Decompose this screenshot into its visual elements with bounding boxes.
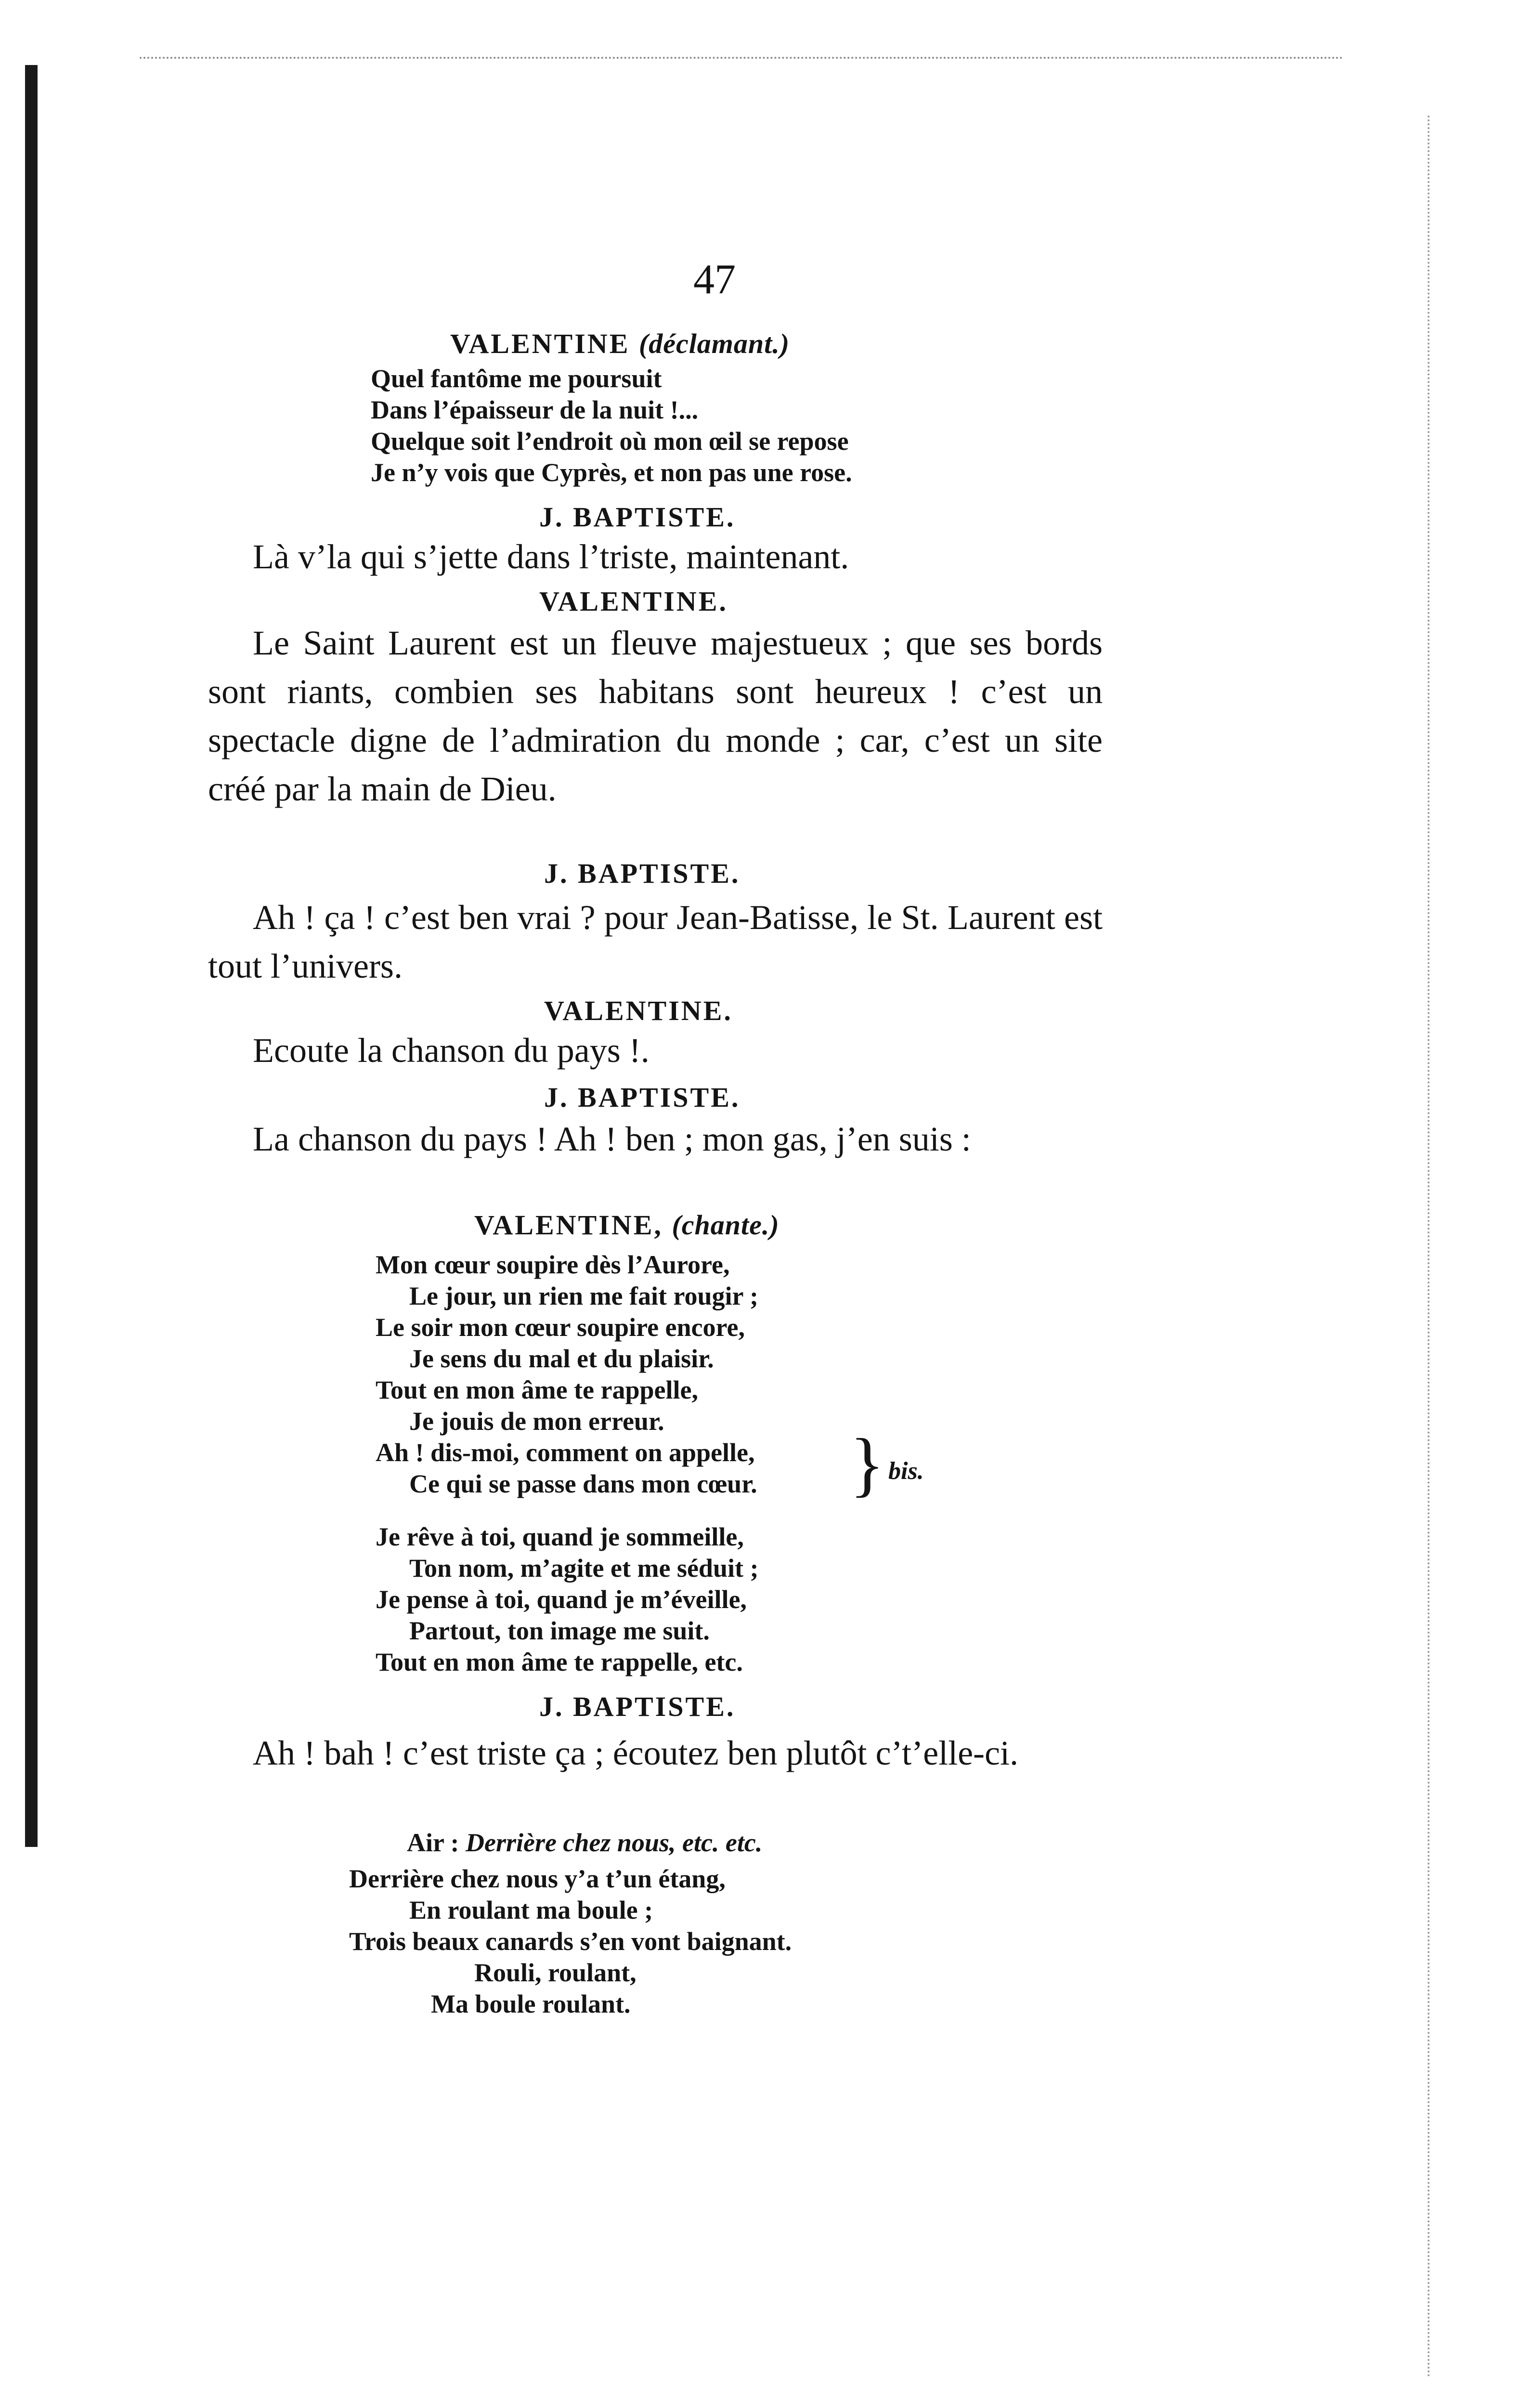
- stage-direction: (déclamant.): [638, 328, 790, 359]
- verse-line: Quelque soit l’endroit où mon œil se repose: [371, 427, 849, 456]
- speaker-heading: J. BAPTISTE.: [539, 501, 736, 533]
- dialogue-paragraph: Ah ! bah ! c’est triste ça ; écoutez ben plutôt c’t’elle-ci.: [253, 1734, 1018, 1772]
- speaker-heading: J. BAPTISTE.: [539, 1691, 736, 1722]
- verse-line: En roulant ma boule ;: [409, 1896, 653, 1924]
- dialogue-paragraph: Le Saint Laurent est un fleuve majestueux ; que ses bords sont riants, combien ses habitans sont heureux ! c’est un spectacle digne de l’admiration du monde ; car, c’est un site créé par la main de Dieu.: [208, 624, 1103, 808]
- speaker-heading: J. BAPTISTE.: [544, 1082, 741, 1113]
- page-edge-bar: [25, 65, 38, 1847]
- verse-line: Rouli, roulant,: [474, 1958, 637, 1987]
- verse-line: Le soir mon cœur soupire encore,: [376, 1313, 745, 1342]
- verse-line: Je n’y vois que Cyprès, et non pas une rose.: [371, 458, 852, 487]
- verse-line: Partout, ton image me suit.: [409, 1616, 710, 1645]
- air-title: Derrière chez nous, etc. etc.: [465, 1828, 763, 1857]
- verse-line: Tout en mon âme te rappelle, etc.: [376, 1648, 743, 1676]
- speaker-heading: VALENTINE.: [544, 995, 733, 1026]
- verse-line: Ton nom, m’agite et me séduit ;: [409, 1554, 759, 1583]
- verse-line: Ce qui se passe dans mon cœur.: [409, 1469, 757, 1498]
- air-label: Air :: [407, 1828, 459, 1857]
- air-heading: [407, 1828, 762, 1858]
- stage-direction: (chante.): [672, 1209, 780, 1241]
- dialogue-line: Ecoute la chanson du pays !.: [253, 1031, 650, 1070]
- verse-line: Ah ! dis-moi, comment on appelle,: [376, 1438, 755, 1467]
- verse-line: Derrière chez nous y’a t’un étang,: [349, 1864, 726, 1893]
- dialogue-paragraph: La chanson du pays ! Ah ! ben ; mon gas, j’en suis :: [253, 1120, 971, 1158]
- page-top-edge: [140, 57, 1343, 59]
- speaker-heading: [450, 327, 790, 360]
- verse-line: Ma boule roulant.: [431, 1989, 631, 2018]
- verse-line: Je pense à toi, quand je m’éveille,: [376, 1585, 747, 1614]
- verse-line: Quel fantôme me poursuit: [371, 364, 662, 393]
- page-right-edge: [1428, 116, 1430, 2379]
- verse-line: Mon cœur soupire dès l’Aurore,: [376, 1250, 730, 1279]
- page-number: 47: [693, 256, 736, 303]
- verse-line: Dans l’épaisseur de la nuit !...: [371, 395, 699, 424]
- speaker-name: VALENTINE: [450, 328, 630, 359]
- speaker-heading: J. BAPTISTE.: [544, 858, 741, 889]
- verse-line: Trois beaux canards s’en vont baignant.: [349, 1927, 792, 1956]
- speaker-name: VALENTINE,: [474, 1209, 663, 1241]
- verse-line: Je sens du mal et du plaisir.: [409, 1344, 714, 1373]
- dialogue-paragraph: Ah ! ça ! c’est ben vrai ? pour Jean-Batisse, le St. Laurent est tout l’univers.: [208, 898, 1103, 985]
- bis-marker: bis.: [888, 1457, 924, 1485]
- verse-line: Tout en mon âme te rappelle,: [376, 1375, 698, 1404]
- verse-line: Je rêve à toi, quand je sommeille,: [376, 1522, 744, 1551]
- dialogue-line: Là v’la qui s’jette dans l’triste, maintenant.: [253, 537, 849, 576]
- speaker-heading: VALENTINE.: [539, 586, 728, 617]
- verse-line: Le jour, un rien me fait rougir ;: [409, 1282, 758, 1310]
- refrain-brace: }: [850, 1424, 884, 1504]
- verse-line: Je jouis de mon erreur.: [409, 1407, 664, 1436]
- speaker-heading: [474, 1209, 780, 1241]
